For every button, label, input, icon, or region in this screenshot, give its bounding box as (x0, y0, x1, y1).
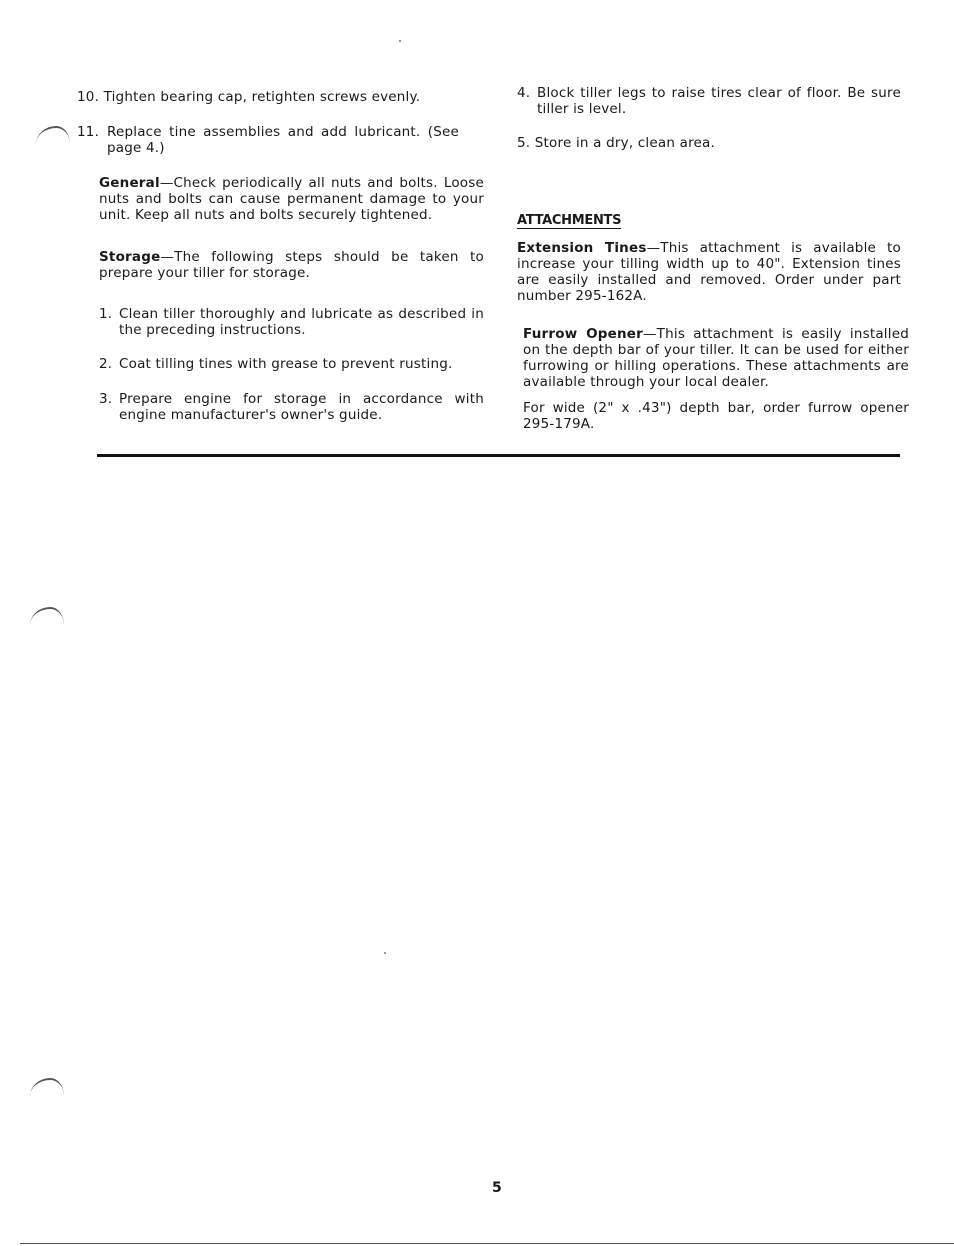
step-4-number: 4. (517, 85, 531, 101)
storage-step-text: Clean tiller thoroughly and lubricate as described in the preceding instructions. (119, 306, 484, 338)
punch-hole-mark (36, 126, 70, 144)
storage-step-number: 3. (99, 391, 113, 407)
section-divider (97, 454, 900, 457)
scan-speck (384, 952, 386, 954)
storage-label: Storage (99, 249, 161, 265)
storage-step-2 (99, 356, 484, 372)
furrow-opener-paragraph (523, 326, 909, 390)
step-4-text: Block tiller legs to raise tires clear of floor. Be sure tiller is level. (537, 85, 901, 117)
storage-paragraph (99, 249, 484, 281)
step-10 (77, 89, 477, 105)
extension-tines-text: —This attachment is available to increase your tilling width up to 40". Extension tines are easily installed and removed. Order under part number 295-162A. (517, 240, 901, 304)
storage-step-number: 1. (99, 306, 113, 322)
storage-step-text: Prepare engine for storage in accordance with engine manufacturer's owner's guide. (119, 391, 484, 423)
storage-step-number: 2. (99, 356, 113, 372)
scan-speck (399, 40, 401, 42)
general-label: General (99, 175, 160, 191)
page-edge-line (20, 1243, 954, 1244)
furrow-order-paragraph: For wide (2" x .43") depth bar, order furrow opener 295-179A. (523, 400, 909, 432)
step-11 (77, 124, 477, 156)
step-5 (517, 135, 901, 151)
attachments-heading: ATTACHMENTS (517, 213, 622, 228)
storage-step-text: Coat tilling tines with grease to prevent rusting. (119, 356, 453, 372)
storage-step-3 (99, 391, 484, 423)
punch-hole-mark (30, 1078, 64, 1096)
furrow-opener-text: —This attachment is easily installed on the depth bar of your tiller. It can be used for either furrowing or hilling operations. These attachments are available through your local dealer. (523, 326, 909, 390)
step-11-number: 11. (77, 124, 100, 140)
step-10-number: 10. (77, 89, 100, 105)
general-paragraph (99, 175, 484, 223)
page-number: 5 (492, 1180, 502, 1196)
step-10-text: Tighten bearing cap, retighten screws evenly. (103, 89, 421, 105)
storage-step-1 (99, 306, 484, 338)
step-4 (517, 85, 901, 117)
extension-tines-label: Extension Tines (517, 240, 647, 256)
storage-text: —The following steps should be taken to prepare your tiller for storage. (99, 249, 484, 281)
general-text: —Check periodically all nuts and bolts. Loose nuts and bolts can cause permanent damage to your unit. Keep all nuts and bolts securely tightened. (99, 175, 484, 223)
step-5-number: 5. (517, 135, 531, 151)
step-5-text: Store in a dry, clean area. (534, 135, 716, 151)
punch-hole-mark (30, 607, 64, 625)
extension-tines-paragraph (517, 240, 901, 304)
furrow-opener-label: Furrow Opener (523, 326, 643, 342)
step-11-text: Replace tine assemblies and add lubricant. (See page 4.) (107, 124, 459, 156)
